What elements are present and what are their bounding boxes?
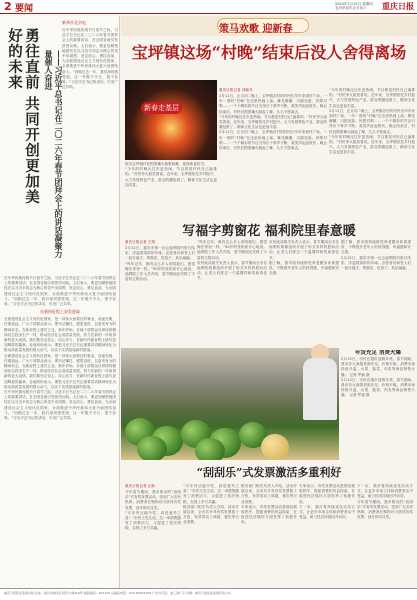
story3-text: “买年货还能中奖，真是意外之喜！”市民王先生说。这一举措既激发了消费活力，又促进了依法纳税，实现了多方共赢。 (183, 484, 239, 504)
story1-photo-caption: 图为宝坪镇村民围着篝火载歌载舞，欢度新春佳节。 (125, 162, 208, 166)
story2-text: 据了解，我市将持续推进养老服务体系建设，不断提升老年人的获得感、幸福感和安全感。 (269, 260, 339, 276)
supermarket-worker (303, 358, 337, 420)
story1-text-a3: 2月11日，正月初二晚上，宝坪镇各村的村民们早早来到村广场，一年一度的“村晚”在这里热闹上演。舞龙舞狮、川剧变脸、民歌对唱……一个个精彩的节目引得台下掌声不断，欢笑声此起彼伏。晚会结束后，村民们围着篝火跳起了舞，久久不愿离去。 (329, 108, 415, 134)
story3-headline: “刮刮乐”式发票激活多重利好 (196, 466, 342, 479)
watermelon (137, 436, 167, 460)
story3-text: 专家表示，有奖发票活动是规范税收秩序、提振消费的有益探索，在促进经济循环方面发挥了积极作用。 (241, 504, 297, 525)
bonfire-photo (125, 80, 217, 160)
story2-text: 市民政局相关负责人表示，春节期间全市各福利机构都组织开展了形式多样的慰问活动，让老人们度过一个温馨祥和的新春佳节。 (197, 260, 267, 281)
story1-body-c (125, 162, 217, 216)
lead-body-text-4: 全面建设社会主义现代化国家，是一项伟大而艰巨的事业，前途光明，任重道远。广大干部群众表示，要牢记嘱托、感恩奋进，以奋发有为的精神状态，在新征程上建功立业。新年伊始，各地干部群众以昂扬的精神状态投身生产一线，推动经济社会高质量发展，努力在新的一年取得新的更大成绩。我们要坚定信心、同心协力，在新时代新征程上续写更加辉煌的篇章。各地纷纷表示，要把习近平总书记重要讲话精神转化为推动高质量发展的强大动力，以实干实绩迎接新的挑战。 (4, 353, 116, 389)
story2-text: “每年过年，都有这么多人来陪我们，感觉像在家里一样。”90岁的张奶奶开心地说。福利院工作人员介绍，春节期间还安排了丰富的文娱活动。 (125, 261, 195, 282)
story1-body-a (219, 88, 327, 216)
story3-text: “买年货还能中奖，真是意外之喜！”市民王先生说。这一举措既激发了消费活力，又促进了依法纳税，实现了多方共赢。 (125, 510, 181, 531)
story1-body-b (329, 88, 415, 216)
story3-body (125, 484, 415, 588)
page-footer: 重庆日报报业集团出版 社址：重庆市渝北区同茂大道416号 邮政编码：401120 总编室电话：023-63907158 广告许可证：渝工商广字 印刷：重庆日报报业集团印务公司 (0, 588, 417, 600)
lead-body-bottom (4, 276, 116, 586)
story1-text-b: “今年的村晚比往年更热闹，节目都是村民自己编排的。”村民李大姐笑着说。近年来，宝坪镇依托乡村振兴，大力发展特色产业，群众的腰包鼓了，精神文化生活也更加丰富。 (219, 114, 327, 130)
story3-text: 税务部门相关负责人介绍，活动开展以来，全市共开具有奖发票数十万张，有效带动了商超、餐饮等行业消费。 (183, 504, 239, 525)
story1-text-b3: “今年的村晚比往年更热闹，节目都是村民自己编排的。”村民李大姐笑着说。近年来，宝坪镇依托乡村振兴，大力发展特色产业，群众的腰包鼓了，精神文化生活也更加丰富。 (329, 134, 415, 155)
lead-body-text: 在中华民族传统节日春节之际，习近平总书记在二〇二六年春节团拜会上的重要讲话，在全国各地引发热烈反响。人们表示，要更加紧密地团结在以习近平同志为核心的党中央周围，坚定信心、勇往直前，为全面建设社会主义现代化国家、全面推进中华民族伟大复兴而团结奋斗。“回顾过去一年，我们深切感受到，这一年极不平凡、很不容易。”习近平总书记的讲话，引发广泛共鸣。 (62, 28, 118, 90)
story2-body (125, 240, 415, 344)
story3-col (299, 484, 355, 588)
story2-headline: 写福字剪窗花 福利院里春意暖 (182, 224, 356, 239)
story1-text-b4: “今年的村晚比往年更热闹，节目都是村民自己编排的。”村民李大姐笑着说。近年来，宝坪镇依托乡村振兴，大力发展特色产业，群众的腰包鼓了，精神文化生活也更加丰富。 (125, 167, 217, 187)
story1-text-b2: “今年的村晚比往年更热闹，节目都是村民自己编排的。”村民李大姐笑着说。近年来，宝坪镇依托乡村振兴，大力发展特色产业，群众的腰包鼓了，精神文化生活也更加丰富。 (329, 88, 415, 108)
lead-body-text-2: 在中华民族传统节日春节之际，习近平总书记在二〇二六年春节团拜会上的重要讲话，在全国各地引发热烈反响。人们表示，要更加紧密地团结在以习近平同志为核心的党中央周围，坚定信心、勇往直前，为全面建设社会主义现代化国家、全面推进中华民族伟大复兴而团结奋斗。“回顾过去一年，我们深切感受到，这一年极不平凡、很不容易。”习近平总书记的讲话，引发广泛共鸣。 (4, 276, 116, 307)
lead-body-text-3: 全面建设社会主义现代化国家，是一项伟大而艰巨的事业，前途光明，任重道远。广大干部群众表示，要牢记嘱托、感恩奋进，以奋发有为的精神状态，在新征程上建功立业。新年伊始，各地干部群众以昂扬的精神状态投身生产一线，推动经济社会高质量发展，努力在新的一年取得新的更大成绩。我们要坚定信心、同心协力，在新时代新征程上续写更加辉煌的篇章。各地纷纷表示，要把习近平总书记重要讲话精神转化为推动高质量发展的强大动力，以实干实绩迎接新的挑战。 (4, 317, 116, 353)
story2-col (269, 240, 339, 344)
story3-col (357, 484, 413, 588)
story3-text: 专家表示，有奖发票活动是规范税收秩序、提振消费的有益探索，在促进经济循环方面发挥了积极作用。 (299, 484, 355, 504)
story2-text: 市民政局相关负责人表示，春节期间全市各福利机构都组织开展了形式多样的慰问活动，让老人们度过一个温馨祥和的新春佳节。 (269, 240, 339, 260)
story2-text: “每年过年，都有这么多人来陪我们，感觉像在家里一样。”90岁的张奶奶开心地说。福利院工作人员介绍，春节期间还安排了丰富的文娱活动。 (197, 240, 267, 260)
story3-text: 今年春节期间，我市推出的“刮刮乐”式有奖发票活动，受到广大市民热捧。消费者在购物后可获得有奖发票，刮开即可兑奖。 (357, 499, 413, 520)
story1-byline: 重庆日报记者 刘翰书 (219, 88, 253, 92)
market-caption-title: 年货充足 消费火爆 (355, 350, 401, 356)
lead-body-text-5: 在中华民族传统节日春节之际，习近平总书记在二〇二六年春节团拜会上的重要讲话，在全国各地引发热烈反响。人们表示，要更加紧密地团结在以习近平同志为核心的党中央周围，坚定信心、勇往直前，为全面建设社会主义现代化国家、全面推进中华民族伟大复兴而团结奋斗。“回顾过去一年，我们深切感受到，这一年极不平凡、很不容易。”习近平总书记的讲话，引发广泛共鸣。 (4, 390, 116, 421)
story1-text-a: 2月11日，正月初二晚上，宝坪镇各村的村民们早早来到村广场，一年一度的“村晚”在这里热闹上演。舞龙舞狮、川剧变脸、民歌对唱……一个个精彩的节目引得台下掌声不断，欢笑声此起彼伏。晚会结束后，村民们围着篝火跳起了舞，久久不愿离去。 (219, 94, 327, 114)
story3-byline: 重庆日报记者 汪新 (125, 484, 155, 488)
market-caption (341, 350, 415, 460)
story1-text-a2: 2月11日，正月初二晚上，宝坪镇各村的村民们早早来到村广场，一年一度的“村晚”在这里热闹上演。舞龙舞狮、川剧变脸、民歌对唱……一个个精彩的节目引得台下掌声不断，欢笑声此起彼伏。晚会结束后，村民们围着篝火跳起了舞，久久不愿离去。 (219, 130, 327, 151)
story3-col (183, 484, 239, 588)
story1-headline: 宝坪镇这场“村晚”结束后没人舍得离场 (131, 43, 407, 62)
market-caption-text: 2月13日，市民在超市选购年货。春节期间，我市各大商超货源充足、价格平稳，消费市场持续升温，水果、蔬菜、肉类等商品销售火爆。 记者 罗斌 摄 (341, 357, 415, 377)
story2-col (197, 240, 267, 344)
lead-headline: 勇往直前 共同开创更加美好的未来 (6, 28, 40, 205)
story3-text: 今年春节期间，我市推出的“刮刮乐”式有奖发票活动，受到广大市民热捧。消费者在购物后可获得有奖发票，刮开即可兑奖。 (125, 490, 181, 510)
lead-subhead: 在新的征程上奋发进取 (40, 309, 80, 315)
story2-byline: 重庆日报记者 王翔 (125, 240, 155, 244)
story2-col (341, 240, 411, 344)
lead-body-top (62, 28, 118, 238)
story2-text: 据了解，我市将持续推进养老服务体系建设，不断提升老年人的获得感、幸福感和安全感。 (341, 240, 411, 255)
lead-byline: 新华社北京电 (62, 20, 86, 25)
story3-col (125, 484, 181, 588)
story3-text: 税务部门相关负责人介绍，活动开展以来，全市共开具有奖发票数十万张，有效带动了商超、餐饮等行业消费。 (241, 484, 297, 504)
right-area (121, 16, 417, 588)
banner-text: 策马欢歌 迎新春 (219, 24, 293, 35)
watermelon (195, 438, 225, 460)
story2-col (125, 240, 195, 344)
newspaper-logo: 重庆日报 (382, 1, 414, 11)
market-caption-text-2: 2月13日，市民在超市选购年货。春节期间，我市各大商超货源充足、价格平稳，消费市场持续升温，水果、蔬菜、肉类等商品销售火爆。 记者 罗斌 摄 (341, 377, 415, 398)
lead-subtitle: ——习近平总书记在二〇二六年春节团拜会上的讲话凝聚力量催人奋进 (44, 50, 64, 258)
new-spring-badge: 新春走基层 (141, 102, 182, 114)
page-header (0, 0, 417, 14)
story3-col (241, 484, 297, 588)
section-name: 要闻 (15, 4, 34, 14)
cantaloupe (261, 434, 289, 460)
story2-text: 2月12日，重庆市第一社会福利院内张灯结彩，洋溢着浓浓的年味。志愿者们和老人们一起写福字、剪窗花、包饺子，其乐融融。 (341, 255, 411, 271)
page-number: 2 (4, 0, 12, 13)
issue-info: 2024年2月15日 星期四 农历甲辰年正月初六 (335, 2, 373, 10)
story3-text: 下一步，我市将持续优化活动方式，让更多市场主体和消费者从中受益，助力经济持续回升向好。 (357, 484, 413, 499)
festival-banner (121, 16, 417, 36)
story3-text: 下一步，我市将持续优化活动方式，让更多市场主体和消费者从中受益，助力经济持续回升向好。 (299, 504, 355, 520)
lead-article (0, 16, 120, 588)
story2-text: 2月12日，重庆市第一社会福利院内张灯结彩，洋溢着浓浓的年味。志愿者们和老人们一起写福字、剪窗花、包饺子，其乐融融。 (125, 246, 195, 261)
